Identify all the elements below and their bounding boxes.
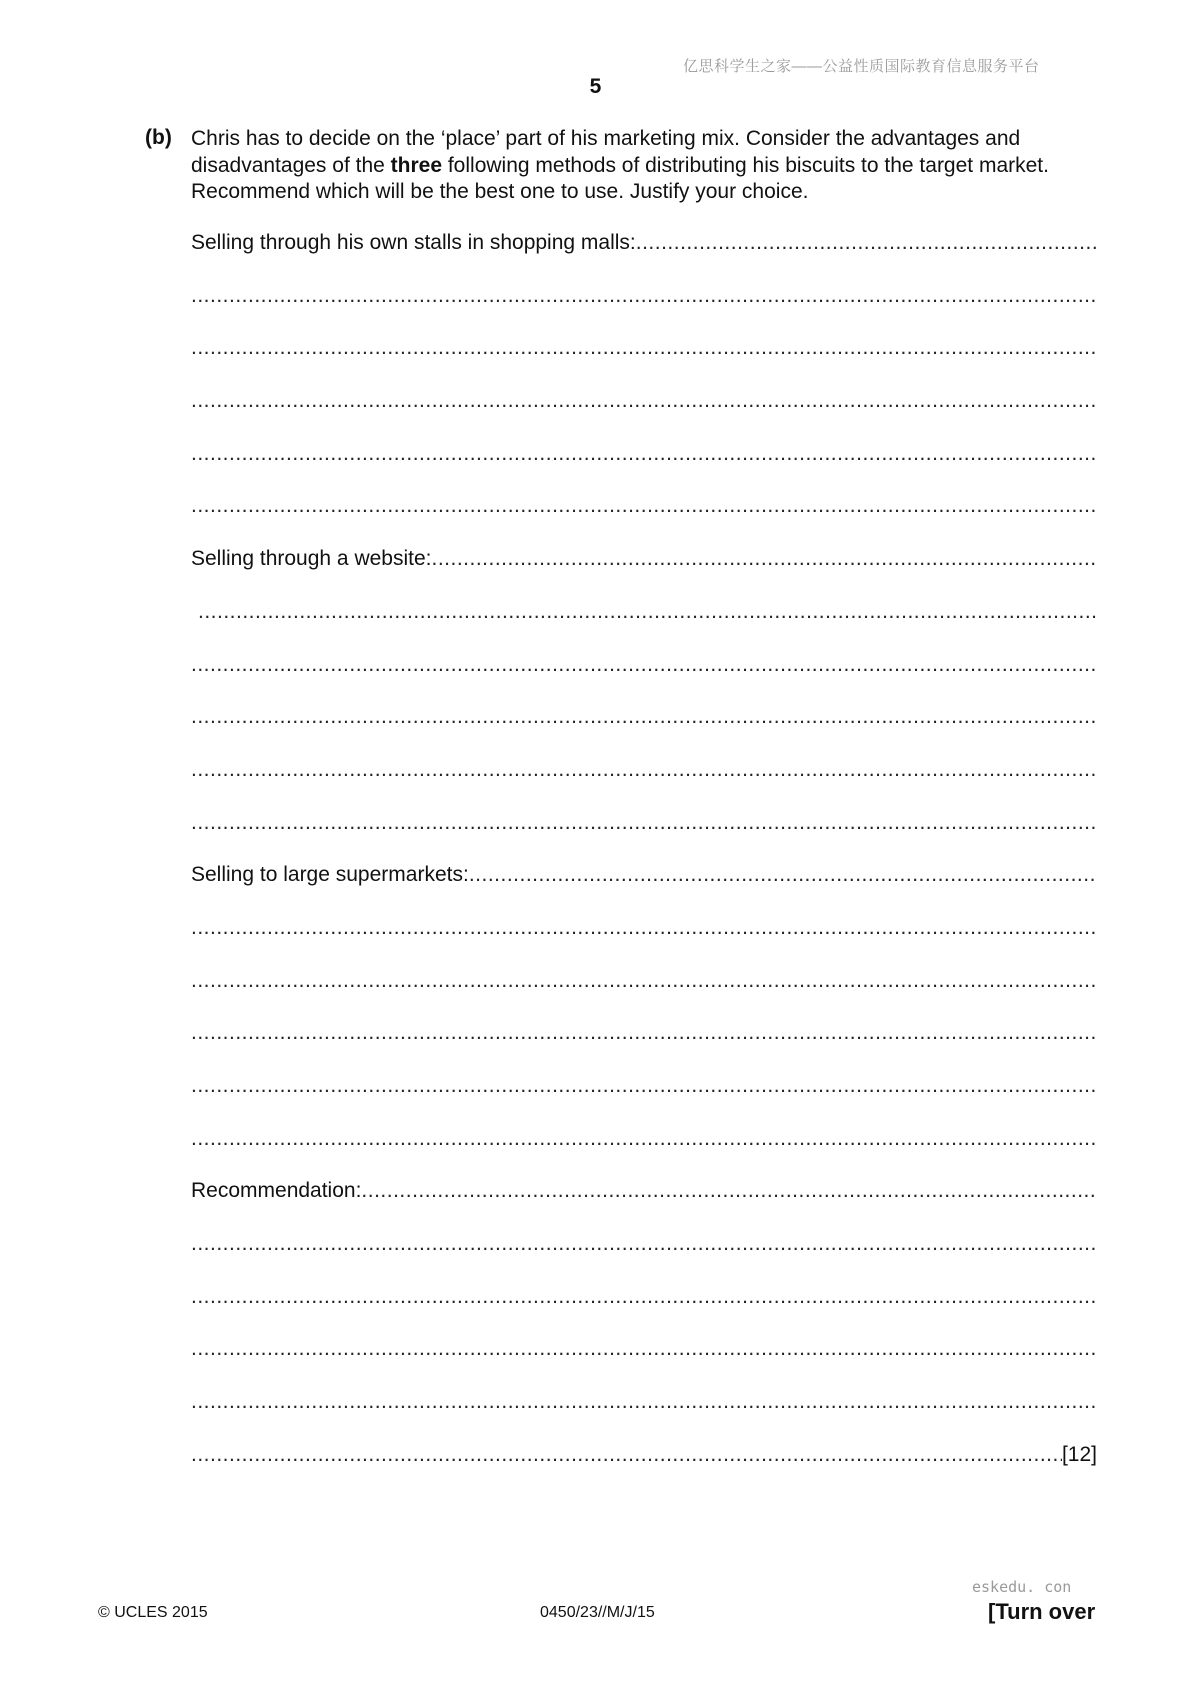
question-line-3: Recommend which will be the best one to use. Justify your choice.: [191, 180, 809, 203]
answer-dotted-line[interactable]: [361, 1178, 1097, 1204]
question-line-1: Chris has to decide on the ‘place’ part of his marketing mix. Consider the advantages and: [191, 127, 1021, 150]
page-number: 5: [589, 75, 602, 98]
answer-line: [191, 1020, 1097, 1073]
answer-line: [191, 757, 1097, 810]
answer-section-heading: [191, 862, 1097, 915]
answer-line: [191, 810, 1097, 863]
answer-dotted-line[interactable]: [191, 1231, 1097, 1257]
answer-dotted-line[interactable]: [191, 1336, 1097, 1362]
answer-dotted-line[interactable]: [191, 652, 1097, 678]
answer-section-label: Selling through his own stalls in shopping malls:: [191, 231, 636, 254]
answer-line: [191, 652, 1097, 705]
site-watermark: eskedu. con: [972, 1578, 1072, 1596]
answer-dotted-line[interactable]: [191, 968, 1097, 994]
question-emphasis: three: [390, 153, 443, 177]
answer-dotted-line[interactable]: [191, 441, 1097, 467]
answer-section-heading: [191, 1178, 1097, 1231]
answer-dotted-line[interactable]: [191, 757, 1097, 783]
answer-dotted-line[interactable]: [191, 1020, 1097, 1046]
answer-section-heading: [191, 230, 1097, 283]
answer-line: [191, 1073, 1097, 1126]
answer-line: [191, 1442, 1097, 1495]
answer-line: [191, 493, 1097, 546]
question-line-2-end: following methods of distributing his biscuits to the target market.: [442, 153, 1049, 177]
question-line-2: [191, 153, 1097, 180]
watermark-text: 亿思科学生之家——公益性质国际教育信息服务平台: [683, 58, 1040, 75]
answer-dotted-line[interactable]: [198, 599, 1097, 625]
answer-section-label: Recommendation:: [191, 1179, 362, 1203]
marks-total: [12]: [1061, 1442, 1097, 1466]
answer-line: [191, 283, 1097, 336]
answer-dotted-line[interactable]: [191, 493, 1097, 519]
answer-line: [191, 388, 1097, 441]
answer-line: [191, 1284, 1097, 1337]
answer-dotted-line[interactable]: [191, 388, 1097, 414]
answer-dotted-line[interactable]: [636, 230, 1097, 256]
answer-line: [191, 1231, 1097, 1284]
answer-line: [191, 599, 1097, 652]
turn-over-label: [Turn over: [988, 1599, 1096, 1624]
answer-line: [191, 968, 1097, 1021]
copyright-notice: © UCLES 2015: [98, 1604, 208, 1621]
answer-line: [191, 1336, 1097, 1389]
answer-section-label: Selling to large supermarkets:: [191, 863, 469, 887]
answer-dotted-line[interactable]: [191, 1284, 1097, 1310]
question-line-2-start: disadvantages of the: [191, 153, 391, 177]
answer-dotted-line[interactable]: [191, 704, 1097, 730]
answer-line: [191, 915, 1097, 968]
answer-area: [191, 230, 1097, 1495]
answer-dotted-line[interactable]: [469, 862, 1097, 888]
paper-code: 0450/23//M/J/15: [540, 1604, 655, 1621]
answer-section-label: Selling through a website:: [191, 547, 432, 571]
answer-line: [191, 335, 1097, 388]
answer-line: [191, 1126, 1097, 1179]
answer-dotted-line[interactable]: [191, 915, 1097, 941]
answer-dotted-line[interactable]: [191, 1126, 1097, 1152]
question-text: [191, 126, 1097, 206]
answer-dotted-line[interactable]: [191, 1073, 1097, 1099]
answer-dotted-line[interactable]: [191, 283, 1097, 309]
answer-line: [191, 1389, 1097, 1442]
answer-dotted-line[interactable]: [191, 1442, 1062, 1468]
answer-section-heading: [191, 546, 1097, 599]
answer-dotted-line[interactable]: [191, 810, 1097, 836]
answer-line: [191, 441, 1097, 494]
answer-dotted-line[interactable]: [432, 546, 1098, 572]
answer-dotted-line[interactable]: [191, 335, 1097, 361]
question-label: (b): [145, 126, 172, 149]
answer-dotted-line[interactable]: [191, 1389, 1097, 1415]
answer-line: [191, 704, 1097, 757]
